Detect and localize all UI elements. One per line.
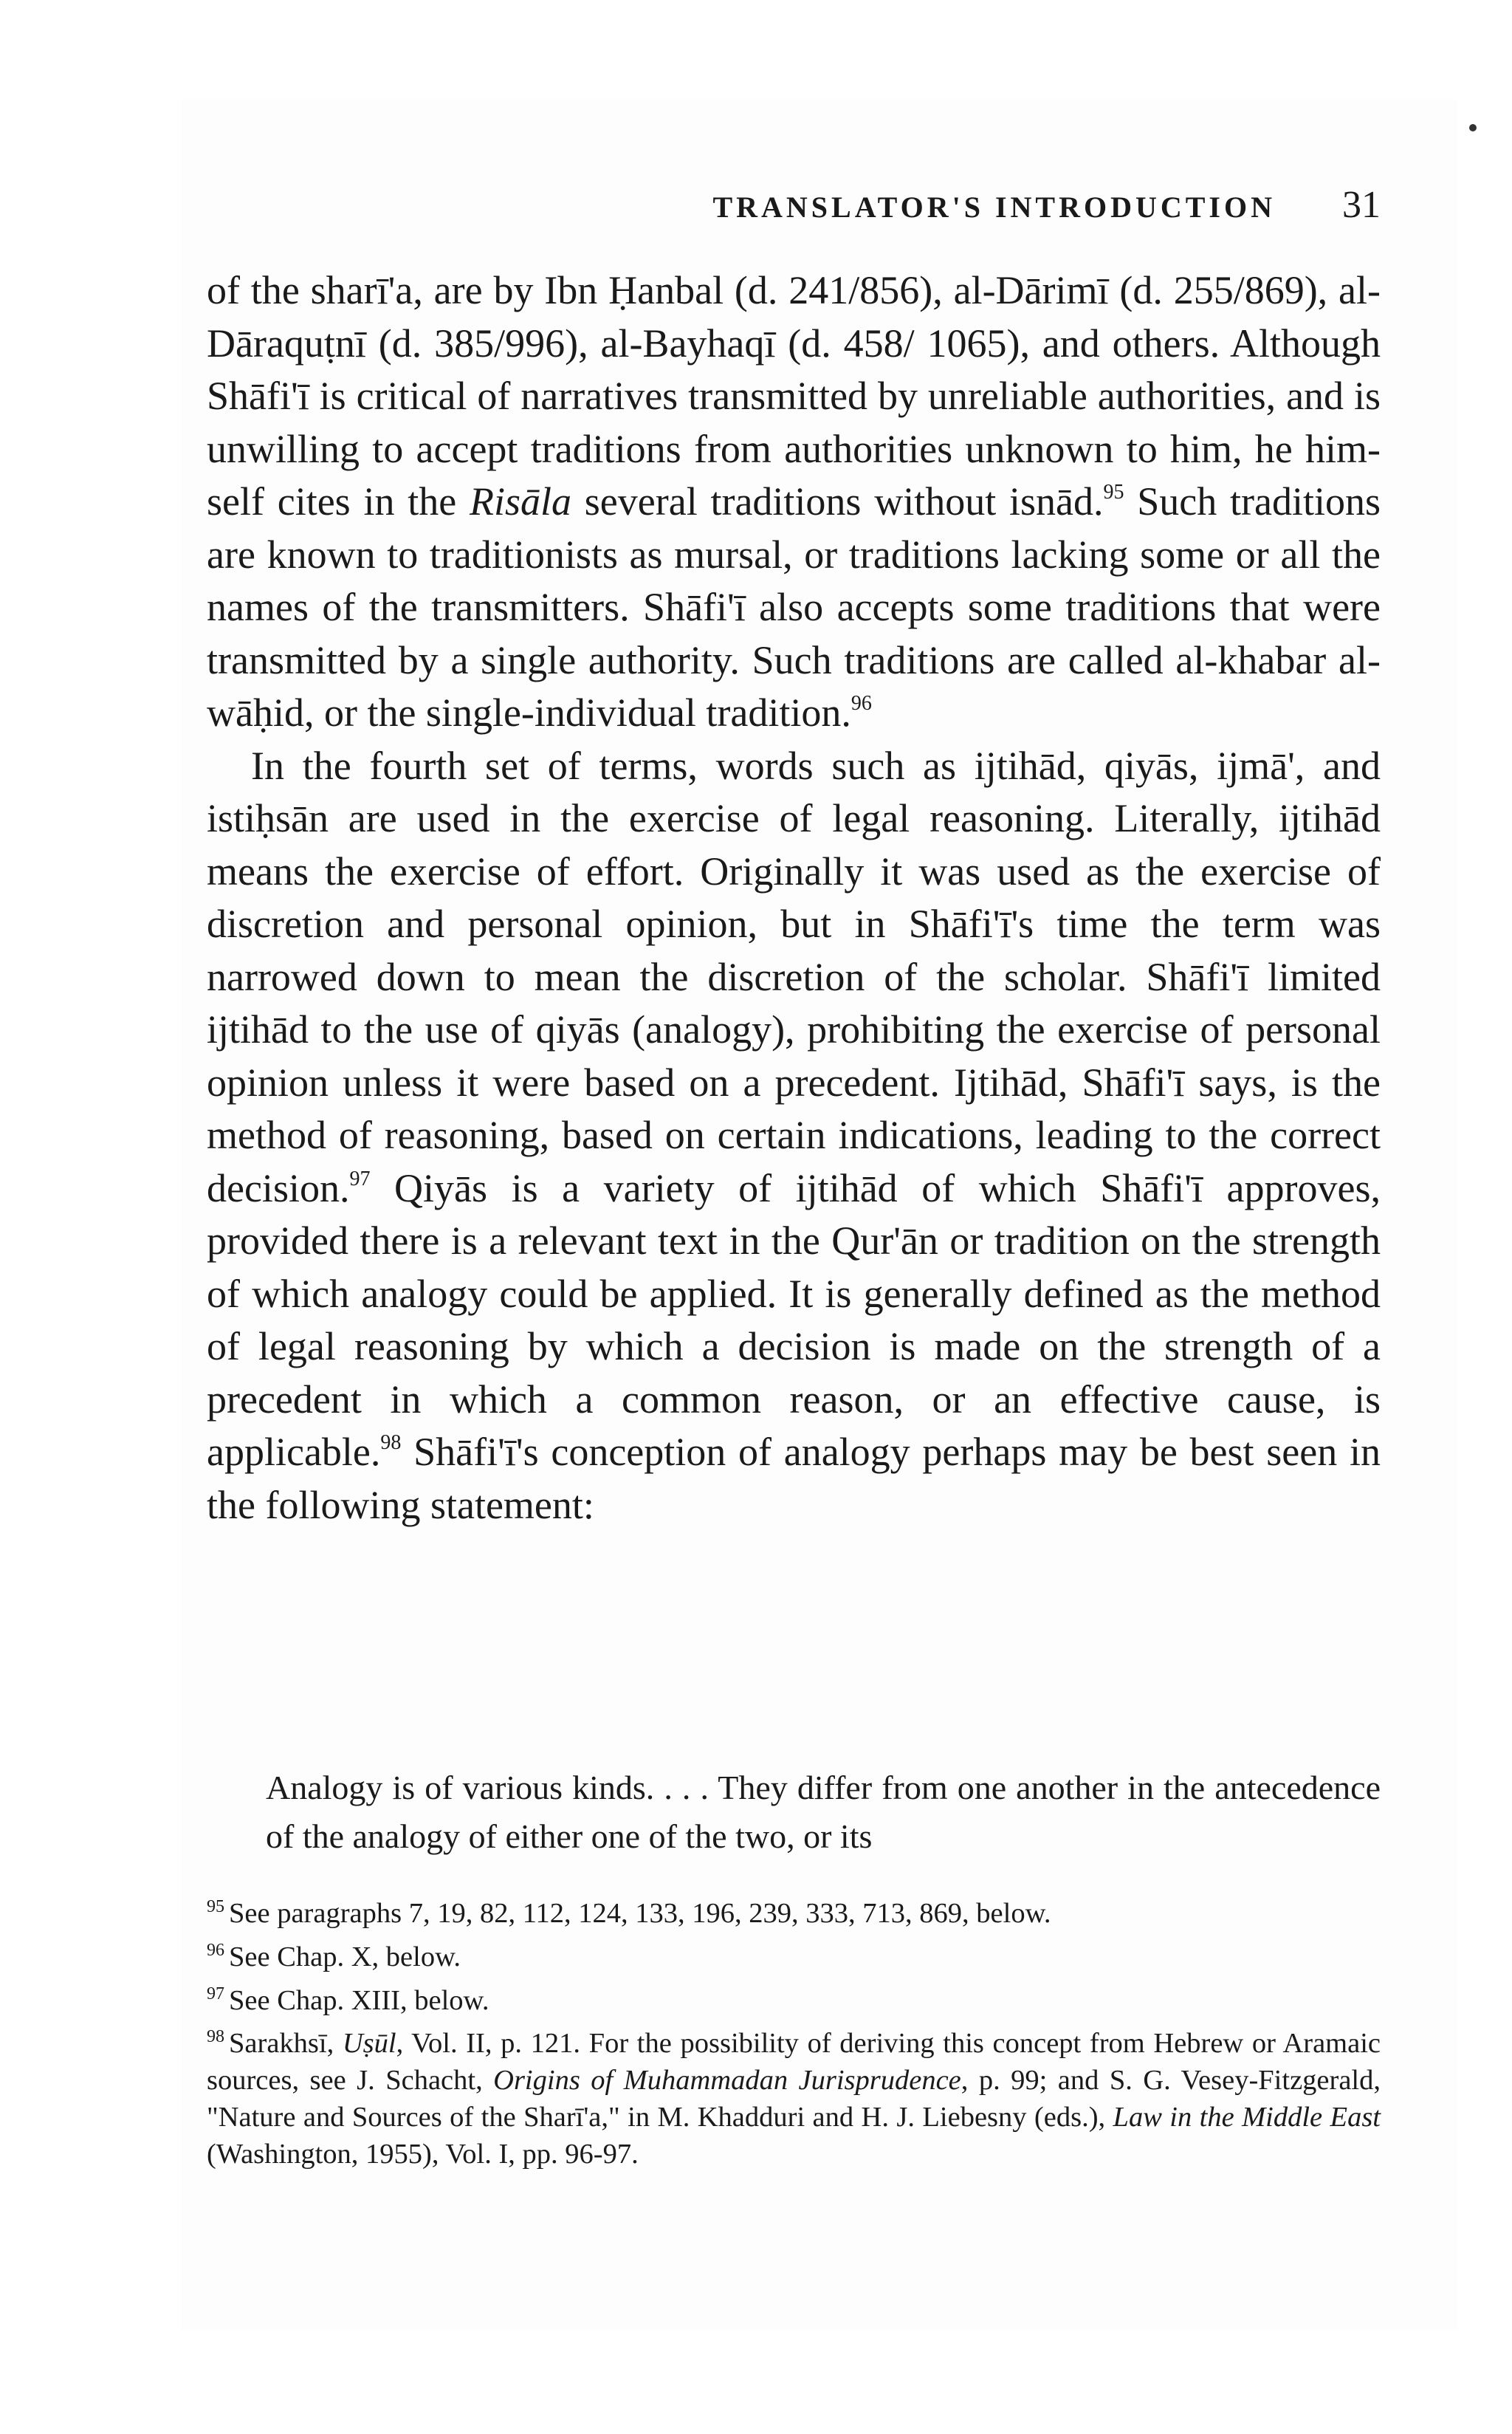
footnote-text: See Chap. XIII, below. bbox=[229, 1984, 489, 2016]
paragraph-1 bbox=[207, 264, 1381, 740]
footnote-95 bbox=[207, 1888, 1381, 1932]
law-title: Law in the Middle East bbox=[1113, 2102, 1381, 2133]
paragraph-1-text-c: Such traditions are known to traditionists as mursal, or traditions lacking some or all the names of the transmitters. Shāfi'ī also accepts some traditions that were transmitted by a single authority. Such traditions are called al-khabar al-wāḥid, or the single-individual tradition. bbox=[207, 479, 1381, 735]
footnote-98-text-d: (Washington, 1955), Vol. I, pp. 96-97. bbox=[207, 2139, 639, 2170]
footnote-98-text-a: Sarakhsī, bbox=[229, 2028, 343, 2060]
paragraph-2-text-a: In the fourth set of terms, words such as ijtihād, qiyās, ijmā', and istiḥsān are used in the exercise of legal reasoning. Literally, ijtihād means the exercise of effort. Originally it was used as the exercise of discretion and personal opinion, but in Shāfi'ī's time the term was narrowed down to mean the discretion of the scholar. Shāfi'ī limited ijtihād to the use of qiyās (analogy), prohibiting the exercise of personal opinion unless it were based on a precedent. Ijtihād, Shāfi'ī says, is the method of reasoning, based on certain indications, leading to the correct decision. bbox=[207, 743, 1381, 1210]
paragraph-1-text-b: several traditions without isnād. bbox=[571, 479, 1104, 524]
paragraph-2-text-b: Qiyās is a variety of ijtihād of which Shāfi'ī approves, provided there is a relevant text in the Qur'ān or tradition on the strength of which analogy could be applied. It is generally defined as the method of legal reasoning by which a decision is made on the strength of a precedent in which a common reason, or an effective cause, is applicable. bbox=[207, 1165, 1381, 1474]
footnote-number: 98 bbox=[207, 2027, 224, 2047]
scan-dot bbox=[1469, 124, 1477, 131]
footnote-98 bbox=[207, 2018, 1381, 2173]
footnote-number: 96 bbox=[207, 1940, 224, 1960]
main-text bbox=[207, 264, 1381, 1532]
block-quote: Analogy is of various kinds. . . . They differ from one another in the antecedence of the analogy of either one of the two, or its bbox=[266, 1769, 1381, 1855]
footnote-text: See Chap. X, below. bbox=[229, 1941, 461, 1972]
running-title: TRANSLATOR'S INTRODUCTION bbox=[712, 191, 1276, 224]
footnote-ref-96: 96 bbox=[850, 692, 872, 715]
footnote-98-text-c: , p. 99; and S. G. Vesey-Fitzgerald, "Nature and Sources of the Sharī'a," in M. Khadduri and H. J. Liebesny (eds.), bbox=[207, 2065, 1381, 2133]
footnote-ref-98: 98 bbox=[380, 1431, 402, 1454]
footnote-97 bbox=[207, 1975, 1381, 2019]
usul-title: Uṣūl bbox=[342, 2028, 396, 2060]
paragraph-2 bbox=[207, 740, 1381, 1532]
paragraph-1-text-a: of the sharī'a, are by Ibn Ḥanbal (d. 241/856), al-Dārimī (d. 255/869), al-Dāraquṭnī (d. 385/996), al-Bayhaqī (d. 458/ 1065), and others. Although Shāfi'ī is critical of narratives transmitted by unreliable authorities, and is unwilling to accept traditions from authorities unknown to him, he him- self cites in the bbox=[207, 268, 1381, 524]
paragraph-2-text-c: Shāfi'ī's conception of analogy perhaps may be best seen in the following statement: bbox=[207, 1430, 1381, 1527]
footnote-number: 95 bbox=[207, 1897, 224, 1916]
footnotes bbox=[207, 1888, 1381, 2173]
risala-title: Risāla bbox=[470, 479, 572, 524]
footnote-96 bbox=[207, 1932, 1381, 1975]
origins-title: Origins of Muhammadan Jurisprudence bbox=[493, 2065, 961, 2097]
running-head bbox=[207, 183, 1381, 227]
page-number: 31 bbox=[1342, 184, 1381, 226]
footnote-number: 97 bbox=[207, 1984, 224, 2003]
footnote-98-text-b: , Vol. II, p. 121. For the possibility of deriving this concept from Hebrew or Aramaic sources, see J. Schacht, bbox=[207, 2028, 1381, 2097]
footnote-text: See paragraphs 7, 19, 82, 112, 124, 133, 196, 239, 333, 713, 869, below. bbox=[229, 1897, 1051, 1929]
footnote-ref-97: 97 bbox=[349, 1167, 371, 1190]
footnote-ref-95: 95 bbox=[1103, 481, 1124, 504]
